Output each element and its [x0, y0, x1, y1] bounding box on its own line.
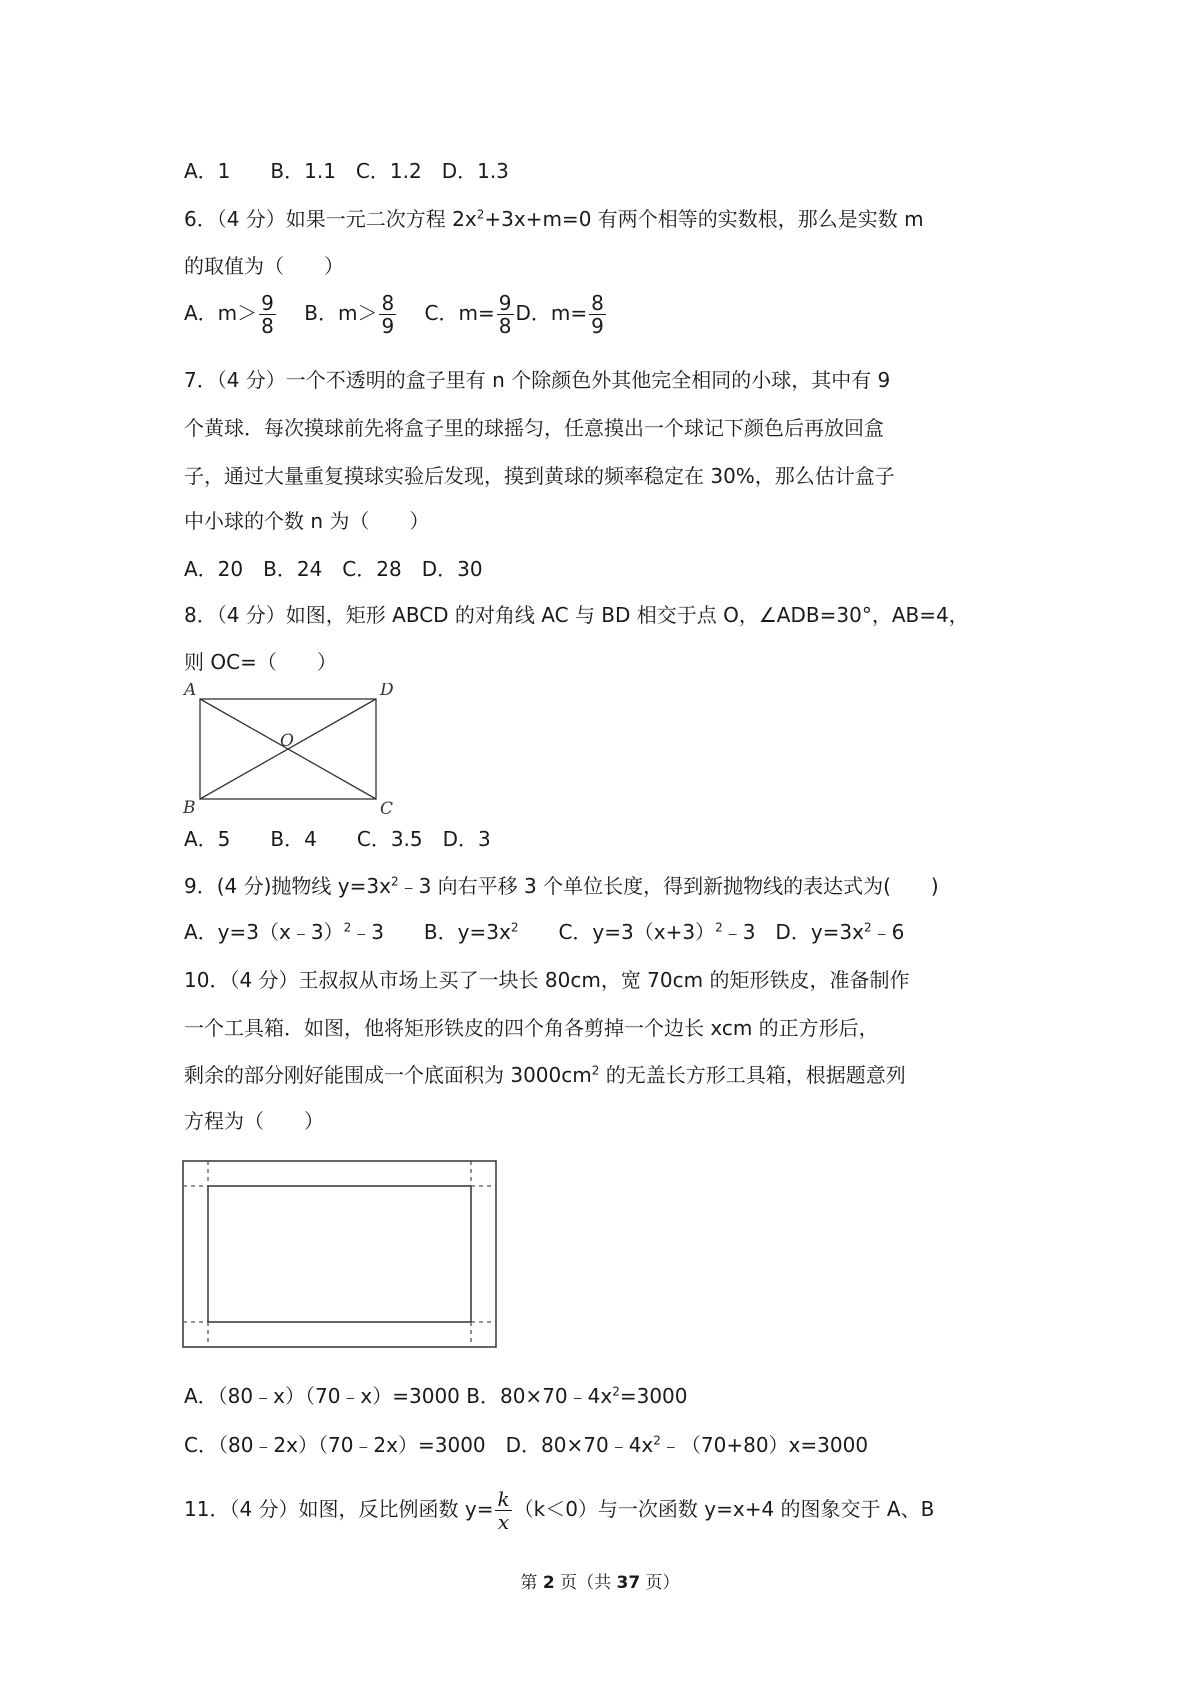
- q8-options: A．5 B．4 C．3.5 D．3: [184, 827, 491, 851]
- fraction: $\frac{8}{9}$: [381, 291, 395, 338]
- q9-options: A．y=3（x﹣3）$^2$﹣3 B．$y=3x^2$ C．$y=3(x+3)^2﹣3$ D．$y=3x^2﹣6$: [184, 920, 905, 944]
- q10-option-cd: C．（80﹣2x）（70﹣2x）=3000 D．$80\times 70﹣4x^2﹣(70+80)x=3000$: [184, 1433, 869, 1457]
- q7-options: A．20 B．24 C．28 D．30: [184, 557, 483, 581]
- q10-line4: 方程为（ ）: [184, 1109, 324, 1133]
- q11-stem: 11．（4 分）如图，反比例函数 y= $\frac{k}{x}$ （k＜0）与一次函数 y=x+4 的图象交于 A、B: [184, 1487, 935, 1534]
- label-o: O: [280, 731, 294, 751]
- fraction: $\frac{k}{x}$: [497, 1487, 510, 1534]
- q7-line3: 子，通过大量重复摸球实验后发现，摸到黄球的频率稳定在 30%，那么估计盒子: [184, 464, 895, 488]
- total-pages: 37: [616, 1573, 641, 1593]
- page-number: 2: [542, 1573, 555, 1593]
- q8-line2: 则 OC=（ ）: [184, 650, 337, 674]
- rectangle-abcd-figure: [180, 683, 400, 818]
- q7-line2: 个黄球．每次摸球前先将盒子里的球摇匀，任意摸出一个球记下颜色后再放回盒: [184, 416, 884, 440]
- fraction: $\frac{9}{8}$: [261, 291, 274, 338]
- q5-options: A．1 B．1.1 C．1.2 D．1.3: [184, 159, 509, 183]
- q10-line2: 一个工具箱．如图，他将矩形铁皮的四个角各剪掉一个边长 xcm 的正方形后，: [184, 1016, 879, 1040]
- q6-stem: 6．（4 分）如果一元二次方程 $2x^2+3x+m=0$ 有两个相等的实数根，那么是实数 m: [184, 207, 924, 231]
- q6-option-b: B．m＞: [284, 301, 378, 325]
- label-c: C: [380, 799, 394, 818]
- label-b: B: [183, 798, 196, 818]
- q10-option-ab: A．（80﹣x）（70﹣x）=3000 B．$80\times 70﹣4x^2=3000$: [184, 1384, 688, 1408]
- q9-stem: 9．(4 分)抛物线 $y=3x^2﹣3$ 向右平移 3 个单位长度，得到新抛物线的表达式为( ): [184, 874, 939, 898]
- q6-option-a: A．m＞: [184, 301, 258, 325]
- q7-line4: 中小球的个数 n 为（ ）: [184, 509, 430, 533]
- iron-sheet-figure: [181, 1159, 499, 1351]
- q6-stem-line2: 的取值为（ ）: [184, 254, 344, 278]
- label-a: A: [184, 683, 197, 700]
- q6-option-c: C．m=: [404, 301, 495, 325]
- fraction: $\frac{9}{8}$: [498, 291, 512, 338]
- sheet-outline: [183, 1161, 496, 1347]
- page-footer: 第 2 页（共 37 页）: [520, 1573, 680, 1593]
- label-d: D: [380, 683, 394, 700]
- q6-options: [184, 292, 608, 337]
- q6-option-d: D．m=: [515, 301, 588, 325]
- box-base: [208, 1186, 471, 1322]
- fraction: $\frac{8}{9}$: [591, 291, 604, 338]
- q7-line1: 7．（4 分）一个不透明的盒子里有 n 个除颜色外其他完全相同的小球，其中有 9: [184, 368, 891, 392]
- q10-line3: 剩余的部分刚好能围成一个底面积为 $3000cm^2$ 的无盖长方形工具箱，根据题意列: [184, 1063, 906, 1087]
- q8-line1: 8．（4 分）如图，矩形 ABCD 的对角线 AC 与 BD 相交于点 O，∠ADB=30°，AB=4，: [184, 603, 969, 627]
- q10-line1: 10．（4 分）王叔叔从市场上买了一块长 80cm，宽 70cm 的矩形铁皮，准备制作: [184, 968, 910, 992]
